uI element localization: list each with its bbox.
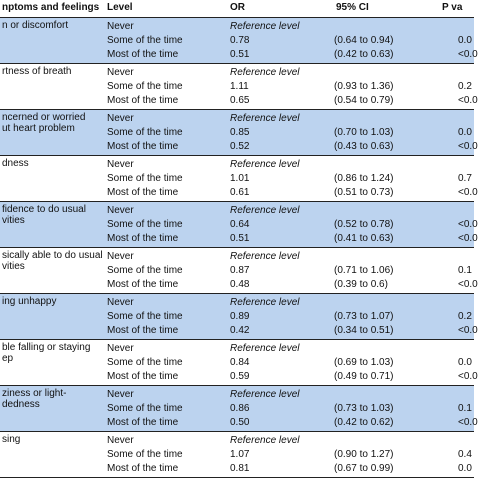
level-cell: Never: [107, 67, 134, 78]
table-row: [0, 342, 474, 355]
table-row: [0, 370, 478, 383]
ci-cell: (0.71 to 1.06): [334, 265, 394, 276]
level-cell: Most of the time: [107, 417, 179, 428]
or-cell: 0.61: [230, 187, 250, 198]
table-row: [0, 264, 474, 277]
p-cell: <0.0: [458, 279, 478, 290]
p-cell: 0.0: [458, 35, 472, 46]
ci-cell: (0.43 to 0.63): [334, 141, 394, 152]
ci-cell: (0.64 to 0.94): [334, 35, 394, 46]
symptom-label: dness: [2, 158, 29, 169]
p-cell: 0.1: [458, 403, 472, 414]
p-cell: 0.0: [458, 463, 472, 474]
symptom-label: ing unhappy: [2, 296, 57, 307]
level-cell: Most of the time: [107, 233, 179, 244]
level-cell: Most of the time: [107, 371, 179, 382]
or-cell: 0.59: [230, 371, 250, 382]
level-cell: Most of the time: [107, 141, 179, 152]
level-cell: Never: [107, 113, 134, 124]
table-row: [0, 94, 478, 107]
p-cell: <0.0: [458, 417, 478, 428]
level-cell: Never: [107, 435, 134, 446]
or-cell: 0.48: [230, 279, 250, 290]
level-cell: Most of the time: [107, 95, 179, 106]
ci-cell: (0.54 to 0.79): [334, 95, 394, 106]
group-divider: [0, 155, 474, 156]
level-cell: Some of the time: [107, 173, 183, 184]
level-cell: Never: [107, 205, 134, 216]
level-cell: Never: [107, 251, 134, 262]
ci-cell: (0.49 to 0.71): [334, 371, 394, 382]
table-row: [0, 296, 474, 309]
header-level: Level: [107, 2, 133, 13]
p-cell: 0.0: [458, 357, 472, 368]
symptom-label: dedness: [2, 399, 40, 410]
ci-cell: (0.93 to 1.36): [334, 81, 394, 92]
level-cell: Some of the time: [107, 35, 183, 46]
level-cell: Never: [107, 21, 134, 32]
or-cell: 0.85: [230, 127, 250, 138]
ci-cell: (0.51 to 0.73): [334, 187, 394, 198]
level-cell: Most of the time: [107, 187, 179, 198]
header-p: P va: [442, 2, 463, 13]
table-row: [0, 388, 474, 401]
table-row: [0, 186, 478, 199]
p-cell: 0.4: [458, 449, 472, 460]
or-cell: 0.51: [230, 233, 250, 244]
symptom-label: sically able to do usual: [2, 250, 103, 261]
p-cell: <0.0: [458, 95, 478, 106]
symptom-label: ble falling or staying: [2, 342, 91, 353]
table-row: [0, 402, 474, 415]
or-cell: Reference level: [230, 159, 300, 170]
or-cell: 0.81: [230, 463, 250, 474]
table-row: [0, 172, 474, 185]
level-cell: Most of the time: [107, 463, 179, 474]
or-cell: 0.86: [230, 403, 250, 414]
level-cell: Most of the time: [107, 325, 179, 336]
table-header: [0, 0, 474, 18]
ci-cell: (0.90 to 1.27): [334, 449, 394, 460]
level-cell: Never: [107, 159, 134, 170]
p-cell: <0.0: [458, 187, 478, 198]
symptom-label: rtness of breath: [2, 66, 72, 77]
table-row: [0, 356, 474, 369]
group-divider: [0, 431, 474, 432]
table-row: [0, 34, 474, 47]
table-row: [0, 310, 474, 323]
ci-cell: (0.70 to 1.03): [334, 127, 394, 138]
p-cell: 0.7: [458, 173, 472, 184]
ci-cell: (0.34 to 0.51): [334, 325, 394, 336]
or-cell: 0.51: [230, 49, 250, 60]
level-cell: Never: [107, 297, 134, 308]
symptom-label: ut heart problem: [2, 123, 75, 134]
symptom-label: n or discomfort: [2, 20, 69, 31]
symptom-label: ziness or light-: [2, 388, 67, 399]
or-cell: Reference level: [230, 21, 300, 32]
or-cell: Reference level: [230, 67, 300, 78]
or-cell: Reference level: [230, 435, 300, 446]
or-cell: 0.42: [230, 325, 250, 336]
or-cell: 0.50: [230, 417, 250, 428]
table-row: [0, 20, 474, 33]
level-cell: Some of the time: [107, 81, 183, 92]
or-cell: 0.52: [230, 141, 250, 152]
level-cell: Never: [107, 389, 134, 400]
p-cell: <0.0: [458, 325, 478, 336]
table-row: [0, 204, 474, 217]
or-cell: 0.87: [230, 265, 250, 276]
p-cell: 0.1: [458, 265, 472, 276]
or-cell: 0.84: [230, 357, 250, 368]
level-cell: Some of the time: [107, 127, 183, 138]
ci-cell: (0.42 to 0.63): [334, 49, 394, 60]
or-cell: Reference level: [230, 205, 300, 216]
level-cell: Some of the time: [107, 265, 183, 276]
symptom-label: vities: [2, 261, 25, 272]
table-row: [0, 140, 478, 153]
ci-cell: (0.73 to 1.03): [334, 403, 394, 414]
table-row: [0, 448, 474, 461]
group-divider: [0, 63, 474, 64]
ci-cell: (0.86 to 1.24): [334, 173, 394, 184]
header-or: OR: [230, 2, 245, 13]
level-cell: Some of the time: [107, 357, 183, 368]
level-cell: Some of the time: [107, 449, 183, 460]
table-row: [0, 232, 478, 245]
symptom-label: sing: [2, 434, 21, 445]
or-cell: Reference level: [230, 251, 300, 262]
p-cell: <0.0: [458, 371, 478, 382]
p-cell: 0.2: [458, 81, 472, 92]
ci-cell: (0.69 to 1.03): [334, 357, 394, 368]
p-cell: <0.0: [458, 233, 478, 244]
p-cell: 0.2: [458, 311, 472, 322]
ci-cell: (0.42 to 0.62): [334, 417, 394, 428]
table-row: [0, 126, 474, 139]
level-cell: Some of the time: [107, 403, 183, 414]
level-cell: Some of the time: [107, 219, 183, 230]
table-row: [0, 250, 474, 263]
symptom-label: fidence to do usual: [2, 204, 86, 215]
level-cell: Some of the time: [107, 311, 183, 322]
or-cell: Reference level: [230, 343, 300, 354]
table-row: [0, 434, 474, 447]
ci-cell: (0.52 to 0.78): [334, 219, 394, 230]
table-row: [0, 112, 474, 125]
group-divider: [0, 339, 474, 340]
symptom-label: ncerned or worried: [2, 112, 86, 123]
table-row: [0, 48, 478, 61]
header-ci: 95% CI: [336, 2, 369, 13]
ci-cell: (0.41 to 0.63): [334, 233, 394, 244]
symptom-label: vities: [2, 215, 25, 226]
table-row: [0, 158, 474, 171]
p-cell: <0.0: [458, 49, 478, 60]
or-cell: Reference level: [230, 113, 300, 124]
symptom-label: ep: [2, 353, 14, 364]
or-cell: Reference level: [230, 389, 300, 400]
or-cell: 1.07: [230, 449, 250, 460]
or-cell: 0.89: [230, 311, 250, 322]
table-row: [0, 416, 478, 429]
or-cell: 0.64: [230, 219, 250, 230]
header-symptoms: nptoms and feelings: [2, 2, 100, 13]
or-cell: 0.65: [230, 95, 250, 106]
p-cell: <0.0: [458, 219, 478, 230]
level-cell: Most of the time: [107, 279, 179, 290]
table-row: [0, 218, 478, 231]
or-cell: 0.78: [230, 35, 250, 46]
table-row: [0, 462, 474, 475]
or-cell: 1.11: [230, 81, 249, 92]
or-cell: 1.01: [230, 173, 250, 184]
or-cell: Reference level: [230, 297, 300, 308]
p-cell: <0.0: [458, 141, 478, 152]
level-cell: Never: [107, 343, 134, 354]
ci-cell: (0.67 to 0.99): [334, 463, 394, 474]
p-cell: 0.0: [458, 127, 472, 138]
group-divider: [0, 247, 474, 248]
table-row: [0, 278, 478, 291]
ci-cell: (0.73 to 1.07): [334, 311, 394, 322]
table-row: [0, 66, 474, 79]
level-cell: Most of the time: [107, 49, 179, 60]
table-row: [0, 80, 474, 93]
ci-cell: (0.39 to 0.6): [334, 279, 388, 290]
table-row: [0, 324, 478, 337]
